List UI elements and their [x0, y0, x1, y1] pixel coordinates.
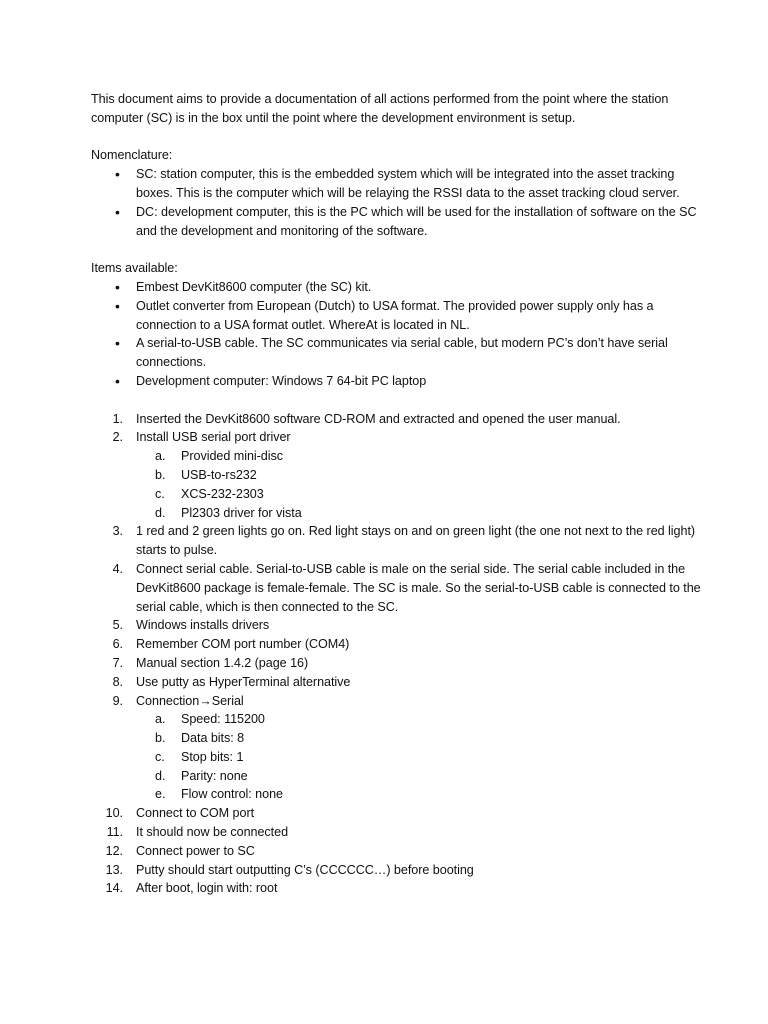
- step-item: [91, 560, 708, 616]
- substep-letter: b.: [155, 467, 166, 482]
- step-item: [91, 861, 708, 880]
- list-item: [91, 334, 708, 372]
- substep-text: Stop bits: 1: [181, 749, 244, 764]
- step-text: Manual section 1.4.2 (page 16): [136, 655, 309, 670]
- bullet-icon: •: [115, 297, 120, 314]
- substep-text: Flow control: none: [181, 787, 284, 802]
- list-item-text: Development computer: Windows 7 64-bit PC laptop: [136, 373, 427, 388]
- list-item: [91, 165, 708, 203]
- substep-item: [91, 710, 708, 729]
- list-item: [91, 278, 708, 297]
- list-item-text: A serial-to-USB cable. The SC communicates via serial cable, but modern PC’s don’t have serial connections.: [136, 336, 668, 370]
- substep-text: Provided mini-disc: [181, 449, 283, 464]
- bullet-icon: •: [115, 203, 120, 220]
- step-item: [91, 635, 708, 654]
- step-number: 5.: [112, 618, 123, 633]
- step-item: [91, 879, 708, 898]
- step-item: [91, 428, 708, 447]
- substep-group: [91, 710, 708, 804]
- step-text: Connect power to SC: [136, 843, 255, 858]
- substep-text: Pl2303 driver for vista: [181, 505, 302, 520]
- substep-item: [91, 785, 708, 804]
- step-number: 6.: [112, 637, 123, 652]
- step-number: 4.: [112, 561, 123, 576]
- step-number: 9.: [112, 693, 123, 708]
- bullet-icon: •: [115, 372, 120, 389]
- step-text: Remember COM port number (COM4): [136, 637, 350, 652]
- list-item: [91, 203, 708, 241]
- substep-letter: a.: [155, 712, 166, 727]
- list-item-text: DC: development computer, this is the PC which will be used for the installation of software on the SC and the development and monitoring of the software.: [136, 204, 697, 238]
- substep-item: [91, 729, 708, 748]
- substep-list: [91, 710, 708, 804]
- substep-text: Parity: none: [181, 768, 248, 783]
- steps-list: [91, 410, 708, 899]
- step-item: [91, 842, 708, 861]
- bullet-icon: •: [115, 166, 120, 183]
- list-item-text: Embest DevKit8600 computer (the SC) kit.: [136, 279, 372, 294]
- step-text: Use putty as HyperTerminal alternative: [136, 674, 351, 689]
- nomenclature-heading: Nomenclature:: [91, 148, 173, 163]
- step-item: [91, 692, 708, 711]
- step-item: [91, 804, 708, 823]
- step-item: [91, 823, 708, 842]
- step-number: 1.: [112, 411, 123, 426]
- step-item: [91, 616, 708, 635]
- items-available-list: [91, 278, 708, 391]
- step-text: Install USB serial port driver: [136, 430, 291, 445]
- substep-letter: c.: [155, 749, 165, 764]
- step-text: 1 red and 2 green lights go on. Red light stays on and on green light (the one not next to the red light) starts to pulse.: [136, 524, 696, 558]
- nomenclature-list: [91, 165, 708, 240]
- step-text: Windows installs drivers: [136, 618, 270, 633]
- list-item: [91, 372, 708, 391]
- list-item-text: Outlet converter from European (Dutch) to USA format. The provided power supply only has a connection to a USA format outlet. WhereAt is located in NL.: [136, 298, 654, 332]
- substep-text: USB-to-rs232: [181, 467, 257, 482]
- step-number: 7.: [112, 655, 123, 670]
- step-number: 10.: [105, 806, 123, 821]
- step-text: Putty should start outputting C’s (CCCCCC…) before booting: [136, 862, 474, 877]
- substep-letter: c.: [155, 486, 165, 501]
- step-number: 8.: [112, 674, 123, 689]
- substep-letter: d.: [155, 768, 166, 783]
- substep-letter: d.: [155, 505, 166, 520]
- step-item: [91, 410, 708, 429]
- items-available-heading: Items available:: [91, 261, 178, 276]
- substep-letter: a.: [155, 449, 166, 464]
- step-number: 12.: [105, 843, 123, 858]
- substep-group: [91, 447, 708, 522]
- list-item-text: SC: station computer, this is the embedded system which will be integrated into the asset tracking boxes. This is the computer which will be relaying the RSSI data to the asset tracking cloud server.: [136, 167, 680, 200]
- substep-letter: e.: [155, 787, 166, 802]
- step-text: After boot, login with: root: [136, 881, 278, 896]
- step-number: 3.: [112, 524, 123, 539]
- substep-text: XCS-232-2303: [181, 486, 264, 501]
- substep-item: [91, 748, 708, 767]
- step-item: [91, 654, 708, 673]
- substep-item: [91, 466, 708, 485]
- substep-item: [91, 485, 708, 504]
- step-text: Inserted the DevKit8600 software CD-ROM and extracted and opened the user manual.: [136, 411, 621, 426]
- substep-text: Data bits: 8: [181, 731, 245, 746]
- intro-paragraph: This document aims to provide a documentation of all actions performed from the point where the station computer (SC) is in the box until the point where the development environment is setup.: [91, 92, 669, 125]
- step-item: [91, 673, 708, 692]
- document-body: [91, 90, 708, 898]
- substep-text: Speed: 115200: [181, 712, 265, 727]
- substep-item: [91, 447, 708, 466]
- substep-item: [91, 504, 708, 523]
- step-text: Connect serial cable. Serial-to-USB cable is male on the serial side. The serial cable included in the DevKit8600 package is female-female. The SC is male. So the serial-to-USB cable is connected to the serial cable, which is then connected to the SC.: [136, 561, 701, 614]
- step-text: Connection→Serial: [136, 693, 244, 708]
- bullet-icon: •: [115, 278, 120, 295]
- substep-letter: b.: [155, 731, 166, 746]
- step-number: 2.: [112, 430, 123, 445]
- step-text: Connect to COM port: [136, 806, 255, 821]
- step-number: 14.: [105, 881, 123, 896]
- bullet-icon: •: [115, 335, 120, 352]
- step-item: [91, 522, 708, 560]
- step-text: It should now be connected: [136, 825, 289, 840]
- substep-item: [91, 767, 708, 786]
- step-number: 13.: [105, 862, 123, 877]
- substep-list: [91, 447, 708, 522]
- step-number: 11.: [106, 825, 123, 840]
- list-item: [91, 297, 708, 335]
